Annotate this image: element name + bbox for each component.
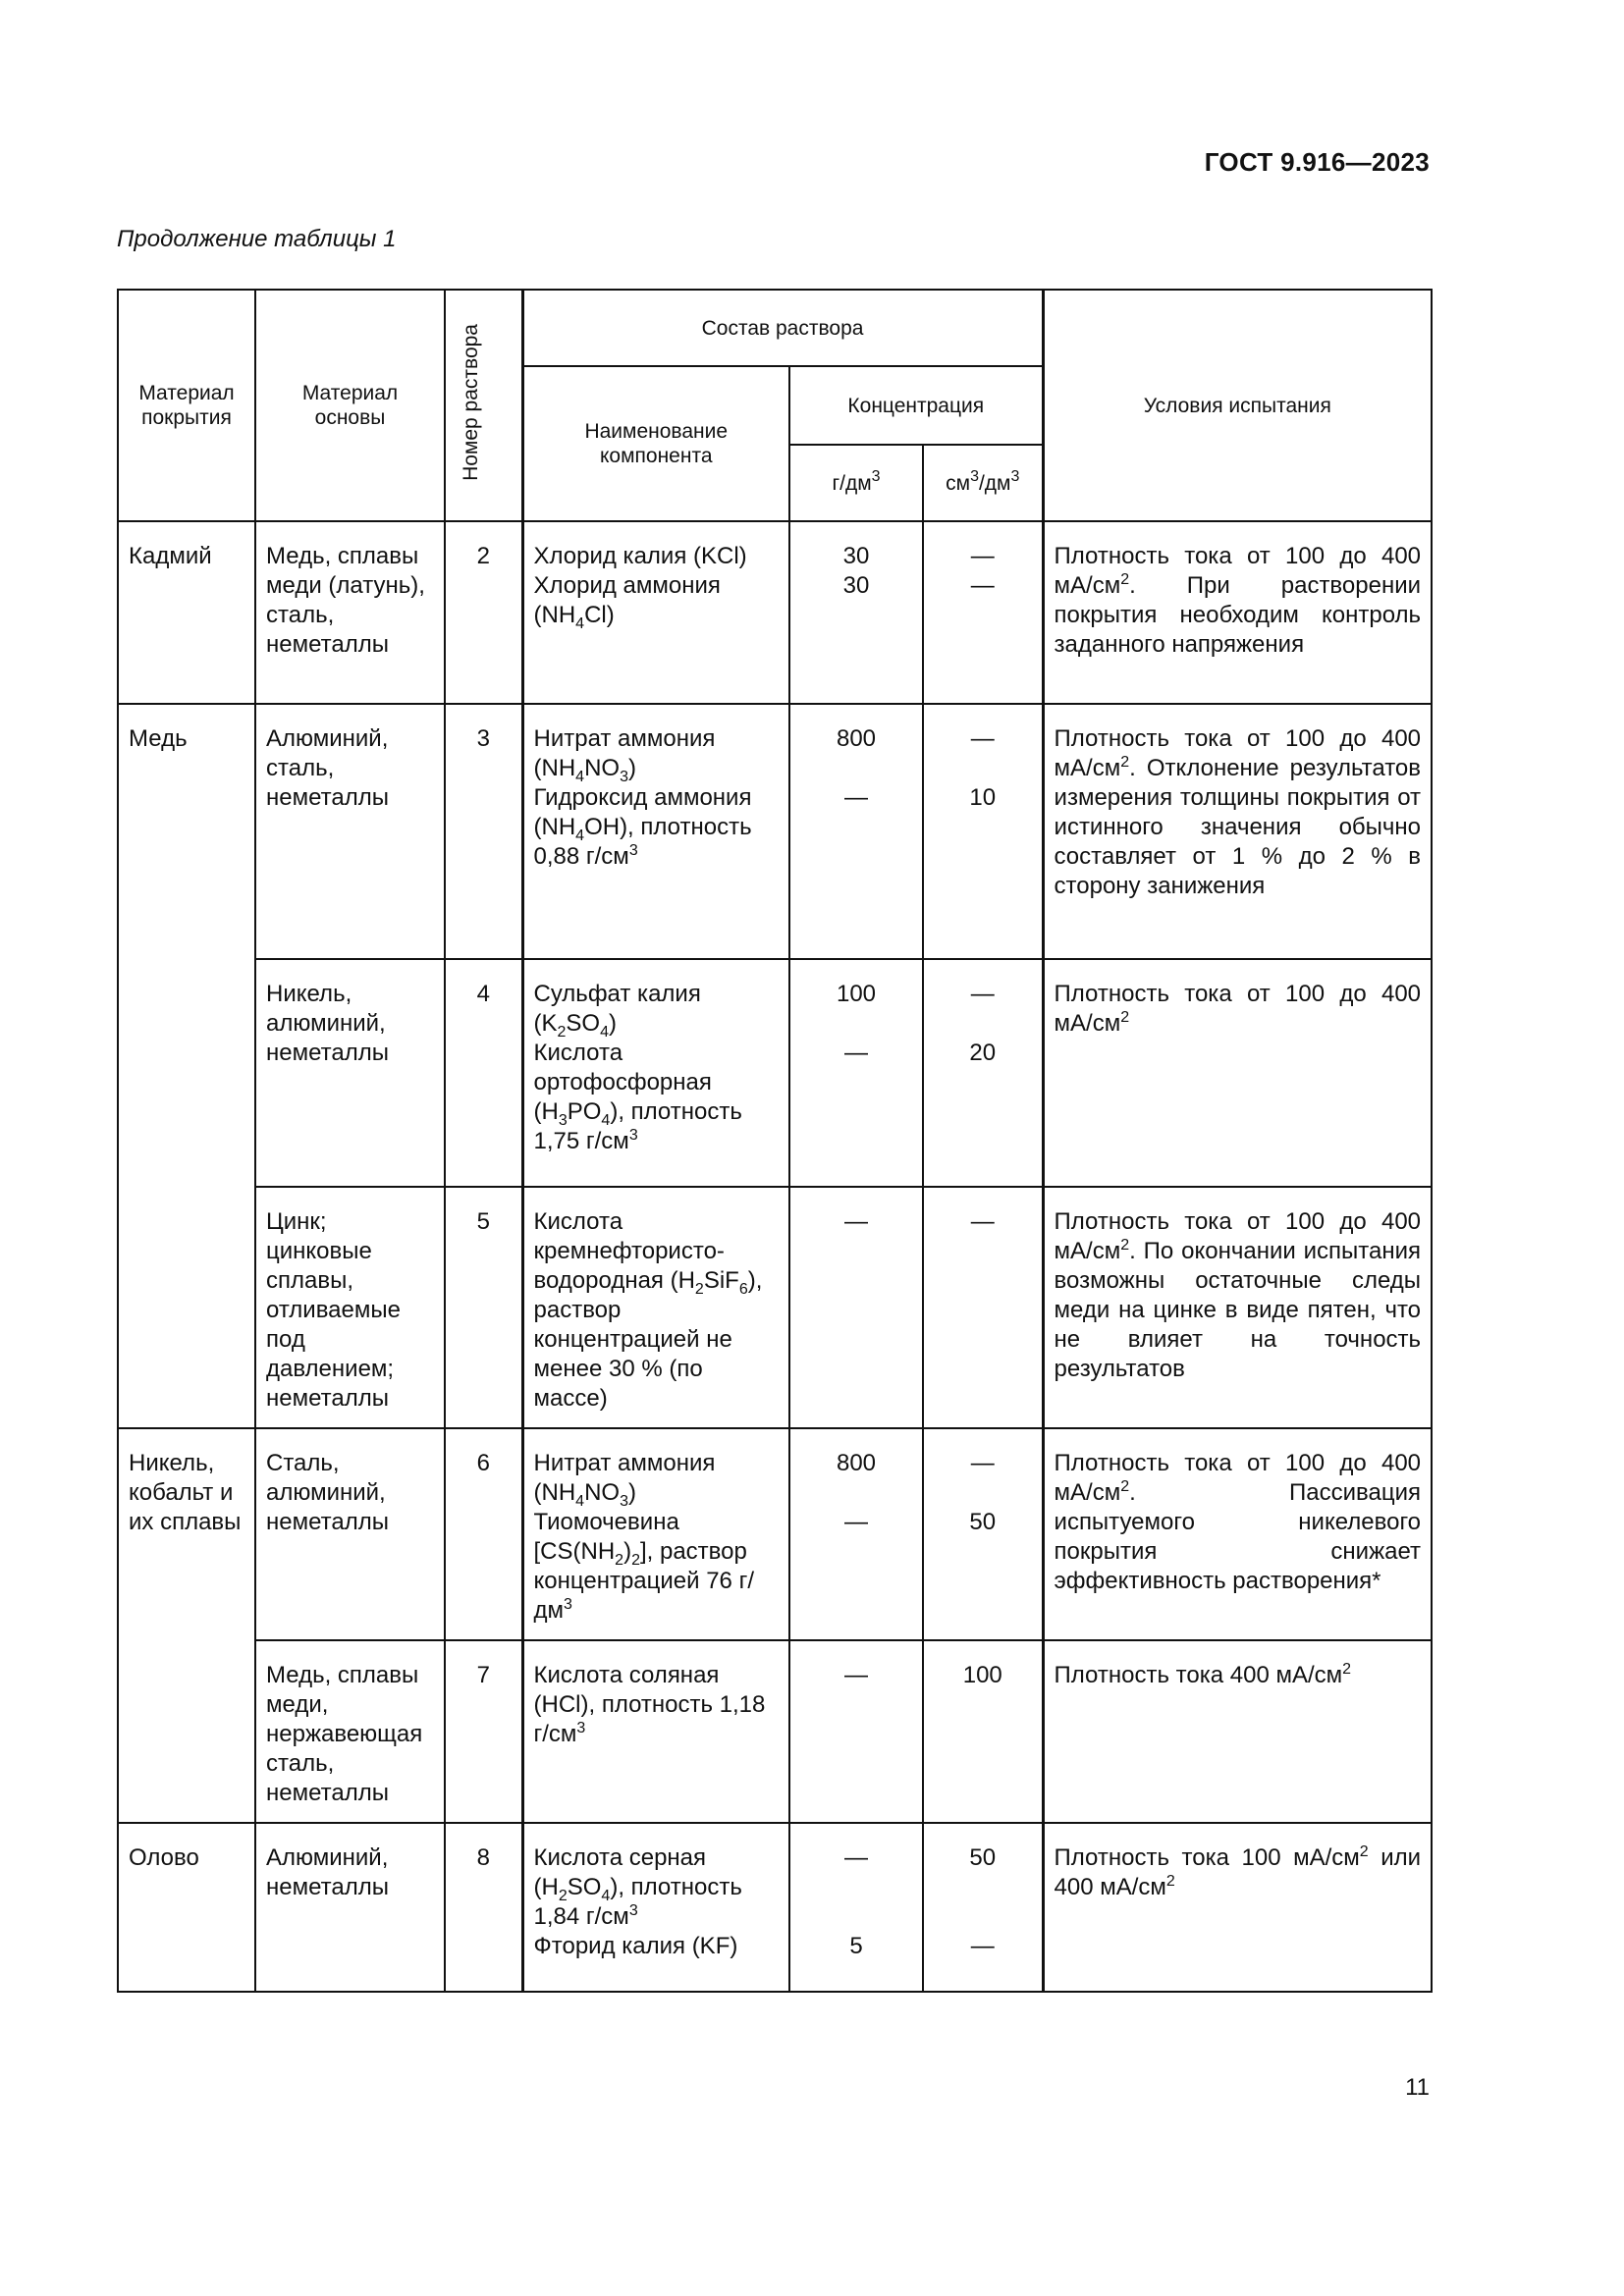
conc-g-cell: [789, 959, 923, 1187]
conc-cm-cell: [923, 1428, 1043, 1640]
table-row: [118, 1823, 1432, 1992]
component-item: Сульфат калия $(K_2SO_4)$: [533, 981, 701, 1041]
table-row: [118, 1428, 1432, 1640]
conc-value: —: [970, 1933, 995, 1959]
conc-value: 100: [962, 1662, 1002, 1688]
conc-value: 50: [969, 1844, 997, 1871]
base-cell: Алюминий, сталь, неметаллы: [255, 704, 445, 959]
component-cell: [522, 704, 789, 959]
conc-value: 5: [849, 1933, 863, 1959]
conc-value: 30: [842, 572, 870, 599]
conc-cm-cell: [923, 1187, 1043, 1428]
conc-cm-cell: [923, 521, 1043, 704]
conc-value: 20: [969, 1040, 997, 1066]
component-cell: [522, 1823, 789, 1992]
coating-cell: Олово: [118, 1823, 255, 1992]
component-item: Хлорид калия (KCl): [533, 543, 747, 569]
solution-number: 5: [445, 1187, 522, 1428]
coating-cell: Медь: [118, 704, 255, 1428]
conc-value: —: [970, 981, 995, 1007]
conc-value: —: [844, 1844, 868, 1871]
conc-value: —: [844, 1040, 868, 1066]
solution-number: 2: [445, 521, 522, 704]
component-item: Фторид калия (KF): [533, 1933, 738, 1959]
conc-value: 30: [842, 543, 870, 569]
component-item: Кислота ортофосфорная $(H_3PO_4)$, плотность 1,75 $г/см^3$: [533, 1040, 742, 1154]
base-cell: Медь, сплавы меди (латунь), сталь, неметаллы: [255, 521, 445, 704]
col-header-base: Материал основы: [255, 290, 445, 521]
conditions-cell: Плотность тока от 100 до 400 $мА/см^2$. Пассивация испытуемого никелевого покрытия снижает эффективность растворения*: [1043, 1428, 1432, 1640]
component-cell: [522, 1187, 789, 1428]
conc-value: —: [844, 784, 868, 811]
conc-cm-cell: [923, 704, 1043, 959]
component-item: Кислота серная $(H_2SO_4)$, плотность 1,84 $г/см^3$: [533, 1844, 742, 1930]
conditions-cell: Плотность тока 400 $мА/см^2$: [1043, 1640, 1432, 1823]
conc-value: 100: [836, 981, 877, 1007]
table-row: [118, 704, 1432, 959]
col-header-unit-cm: $см^3/дм^3$: [923, 445, 1043, 521]
conc-value: —: [844, 1509, 868, 1535]
conc-value: 800: [836, 1450, 877, 1476]
col-header-component: Наименование компонента: [522, 366, 789, 521]
base-cell: Сталь, алюминий, неметаллы: [255, 1428, 445, 1640]
col-header-number: [445, 290, 522, 521]
solution-number: 4: [445, 959, 522, 1187]
component-cell: [522, 959, 789, 1187]
table-row: [118, 1640, 1432, 1823]
conc-cm-cell: [923, 959, 1043, 1187]
solutions-table: [117, 289, 1433, 1993]
document-code: ГОСТ 9.916—2023: [1204, 147, 1430, 177]
table-row: [118, 521, 1432, 704]
col-header-unit-g: $г/дм^3$: [789, 445, 923, 521]
conditions-cell: Плотность тока от 100 до 400 $мА/см^2$. Отклонение результатов измерения толщины покрытия от истинного значения обычно составляет от 1 % до 2 % в сторону занижения: [1043, 704, 1432, 959]
conc-value: 50: [969, 1509, 997, 1535]
col-header-composition: Состав раствора: [522, 290, 1043, 366]
component-cell: [522, 1640, 789, 1823]
base-cell: Цинк; цинковые сплавы, отливаемые под давлением; неметаллы: [255, 1187, 445, 1428]
conc-value: —: [844, 1208, 868, 1235]
base-cell: Алюминий, неметаллы: [255, 1823, 445, 1992]
conc-g-cell: [789, 1428, 923, 1640]
component-item: Тиомочевина $[CS(NH_2)_2]$, раствор концентрацией 76 $г/дм^3$: [533, 1509, 754, 1624]
solution-number: 6: [445, 1428, 522, 1640]
conc-g-cell: [789, 1823, 923, 1992]
col-header-coating: Материал покрытия: [118, 290, 255, 521]
coating-cell: Кадмий: [118, 521, 255, 704]
conc-g-cell: [789, 704, 923, 959]
solution-number: 7: [445, 1640, 522, 1823]
col-header-number-label: Номер раствора: [460, 324, 483, 481]
conc-g-cell: [789, 1187, 923, 1428]
conc-cm-cell: [923, 1640, 1043, 1823]
conc-value: —: [970, 1208, 995, 1235]
table-caption: Продолжение таблицы 1: [117, 226, 397, 252]
conc-value: —: [970, 572, 995, 599]
component-cell: [522, 1428, 789, 1640]
conc-value: —: [970, 725, 995, 752]
conc-value: —: [844, 1662, 868, 1688]
col-header-concentration: Концентрация: [789, 366, 1043, 445]
component-item: Нитрат аммония $(NH_4NO_3)$: [533, 725, 716, 785]
conc-value: 10: [969, 784, 997, 811]
base-cell: Медь, сплавы меди, нержавеющая сталь, неметаллы: [255, 1640, 445, 1823]
component-cell: [522, 521, 789, 704]
conc-value: —: [970, 1450, 995, 1476]
component-item: Кислота соляная (HCl), плотность 1,18 $г/см^3$: [533, 1662, 766, 1747]
table-row: [118, 1187, 1432, 1428]
component-item: Хлорид аммония $(NH_4Cl)$: [533, 572, 721, 632]
table-row: [118, 959, 1432, 1187]
conc-value: 800: [836, 725, 877, 752]
conc-g-cell: [789, 521, 923, 704]
coating-cell: Никель, кобальт и их сплавы: [118, 1428, 255, 1823]
conditions-cell: Плотность тока от 100 до 400 $мА/см^2$: [1043, 959, 1432, 1187]
component-item: Гидроксид аммония $(NH_4OH)$, плотность 0,88 $г/см^3$: [533, 784, 752, 870]
col-header-conditions: Условия испытания: [1043, 290, 1432, 521]
component-item: Нитрат аммония $(NH_4NO_3)$: [533, 1450, 716, 1510]
solution-number: 3: [445, 704, 522, 959]
conditions-cell: Плотность тока от 100 до 400 $мА/см^2$. При растворении покрытия необходим контроль заданного напряжения: [1043, 521, 1432, 704]
conc-value: —: [970, 543, 995, 569]
conc-g-cell: [789, 1640, 923, 1823]
solution-number: 8: [445, 1823, 522, 1992]
component-item: Кислота кремнефтористо-водородная $(H_2SiF_6)$, раствор концентрацией не менее 30 % (по массе): [533, 1208, 763, 1412]
page-number: 11: [1405, 2074, 1430, 2101]
conc-cm-cell: [923, 1823, 1043, 1992]
conditions-cell: Плотность тока 100 $мА/см^2$ или 400 $мА/см^2$: [1043, 1823, 1432, 1992]
conditions-cell: Плотность тока от 100 до 400 $мА/см^2$. По окончании испытания возможны остаточные следы меди на цинке в виде пятен, что не влияет на точность результатов: [1043, 1187, 1432, 1428]
base-cell: Никель, алюминий, неметаллы: [255, 959, 445, 1187]
